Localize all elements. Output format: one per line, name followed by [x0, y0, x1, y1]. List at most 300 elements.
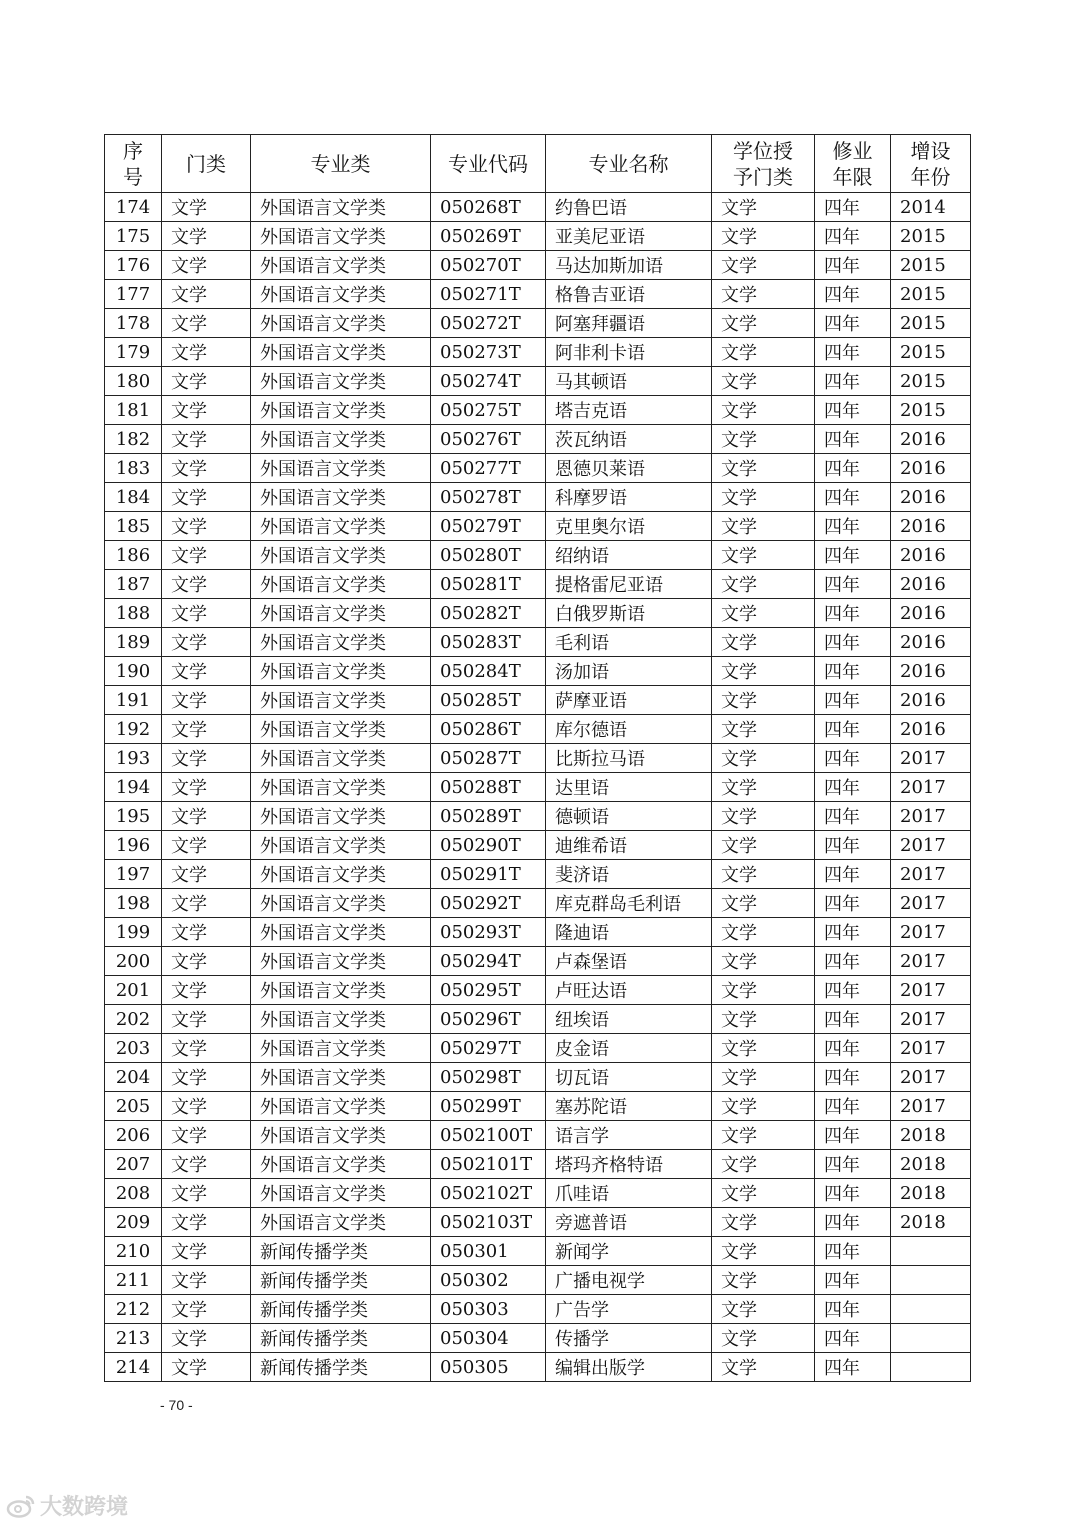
cell-duration: 四年 — [815, 483, 891, 512]
cell-duration: 四年 — [815, 454, 891, 483]
table-row — [105, 512, 971, 541]
header-seq: 序 号 — [105, 135, 162, 193]
table-row — [105, 483, 971, 512]
cell-seq: 188 — [105, 599, 162, 628]
cell-degree-category: 文学 — [712, 599, 815, 628]
cell-degree-category: 文学 — [712, 1266, 815, 1295]
cell-category: 文学 — [162, 744, 251, 773]
table-row — [105, 686, 971, 715]
cell-category: 文学 — [162, 686, 251, 715]
cell-discipline: 外国语言文学类 — [251, 1092, 431, 1121]
cell-discipline: 外国语言文学类 — [251, 454, 431, 483]
cell-category: 文学 — [162, 1063, 251, 1092]
table-row — [105, 1353, 971, 1382]
cell-category: 文学 — [162, 425, 251, 454]
cell-degree-category: 文学 — [712, 193, 815, 222]
cell-discipline: 外国语言文学类 — [251, 251, 431, 280]
cell-major-name: 阿非利卡语 — [546, 338, 712, 367]
cell-major-name: 传播学 — [546, 1324, 712, 1353]
cell-degree-category: 文学 — [712, 309, 815, 338]
cell-major-name: 白俄罗斯语 — [546, 599, 712, 628]
cell-seq: 179 — [105, 338, 162, 367]
cell-year-added: 2017 — [891, 889, 971, 918]
cell-category: 文学 — [162, 1324, 251, 1353]
cell-major-name: 马其顿语 — [546, 367, 712, 396]
cell-seq: 193 — [105, 744, 162, 773]
cell-degree-category: 文学 — [712, 773, 815, 802]
cell-category: 文学 — [162, 1353, 251, 1382]
cell-seq: 213 — [105, 1324, 162, 1353]
cell-duration: 四年 — [815, 1121, 891, 1150]
cell-major-name: 马达加斯加语 — [546, 251, 712, 280]
cell-seq: 178 — [105, 309, 162, 338]
header-code: 专业代码 — [431, 135, 546, 193]
cell-year-added: 2018 — [891, 1179, 971, 1208]
cell-duration: 四年 — [815, 1237, 891, 1266]
cell-code: 050280T — [431, 541, 546, 570]
cell-major-name: 比斯拉马语 — [546, 744, 712, 773]
cell-code: 0502100T — [431, 1121, 546, 1150]
cell-major-name: 克里奥尔语 — [546, 512, 712, 541]
cell-code: 050290T — [431, 831, 546, 860]
cell-discipline: 外国语言文学类 — [251, 193, 431, 222]
cell-seq: 197 — [105, 860, 162, 889]
cell-discipline: 外国语言文学类 — [251, 367, 431, 396]
cell-duration: 四年 — [815, 889, 891, 918]
cell-year-added: 2016 — [891, 483, 971, 512]
table-row — [105, 860, 971, 889]
header-duration: 修业 年限 — [815, 135, 891, 193]
cell-code: 050305 — [431, 1353, 546, 1382]
cell-code: 050278T — [431, 483, 546, 512]
cell-seq: 186 — [105, 541, 162, 570]
cell-duration: 四年 — [815, 1092, 891, 1121]
cell-category: 文学 — [162, 193, 251, 222]
cell-code: 050299T — [431, 1092, 546, 1121]
cell-code: 050272T — [431, 309, 546, 338]
cell-major-name: 卢森堡语 — [546, 947, 712, 976]
cell-year-added: 2017 — [891, 1034, 971, 1063]
cell-discipline: 新闻传播学类 — [251, 1324, 431, 1353]
cell-discipline: 外国语言文学类 — [251, 744, 431, 773]
cell-duration: 四年 — [815, 1063, 891, 1092]
cell-degree-category: 文学 — [712, 889, 815, 918]
cell-duration: 四年 — [815, 715, 891, 744]
cell-seq: 174 — [105, 193, 162, 222]
cell-code: 0502103T — [431, 1208, 546, 1237]
cell-seq: 175 — [105, 222, 162, 251]
cell-code: 050273T — [431, 338, 546, 367]
table-row — [105, 1150, 971, 1179]
cell-year-added: 2017 — [891, 831, 971, 860]
cell-seq: 185 — [105, 512, 162, 541]
cell-discipline: 外国语言文学类 — [251, 802, 431, 831]
cell-discipline: 外国语言文学类 — [251, 1208, 431, 1237]
cell-year-added: 2016 — [891, 657, 971, 686]
cell-code: 0502101T — [431, 1150, 546, 1179]
table-row — [105, 338, 971, 367]
cell-duration: 四年 — [815, 860, 891, 889]
cell-category: 文学 — [162, 1092, 251, 1121]
document-page — [104, 134, 970, 1382]
table-row — [105, 831, 971, 860]
cell-category: 文学 — [162, 280, 251, 309]
cell-discipline: 外国语言文学类 — [251, 1121, 431, 1150]
cell-category: 文学 — [162, 1266, 251, 1295]
cell-major-name: 斐济语 — [546, 860, 712, 889]
cell-discipline: 外国语言文学类 — [251, 773, 431, 802]
cell-year-added: 2016 — [891, 599, 971, 628]
cell-year-added — [891, 1353, 971, 1382]
cell-code: 050293T — [431, 918, 546, 947]
cell-category: 文学 — [162, 1150, 251, 1179]
cell-code: 050282T — [431, 599, 546, 628]
table-row — [105, 1005, 971, 1034]
cell-category: 文学 — [162, 657, 251, 686]
cell-year-added: 2016 — [891, 454, 971, 483]
table-row — [105, 1266, 971, 1295]
cell-category: 文学 — [162, 1034, 251, 1063]
table-row — [105, 1237, 971, 1266]
cell-category: 文学 — [162, 251, 251, 280]
cell-major-name: 毛利语 — [546, 628, 712, 657]
cell-degree-category: 文学 — [712, 1063, 815, 1092]
cell-discipline: 外国语言文学类 — [251, 686, 431, 715]
cell-major-name: 亚美尼亚语 — [546, 222, 712, 251]
cell-category: 文学 — [162, 1295, 251, 1324]
cell-degree-category: 文学 — [712, 744, 815, 773]
cell-major-name: 广播电视学 — [546, 1266, 712, 1295]
cell-seq: 196 — [105, 831, 162, 860]
table-row — [105, 1295, 971, 1324]
cell-major-name: 汤加语 — [546, 657, 712, 686]
cell-category: 文学 — [162, 1179, 251, 1208]
cell-major-name: 新闻学 — [546, 1237, 712, 1266]
cell-seq: 204 — [105, 1063, 162, 1092]
cell-code: 050269T — [431, 222, 546, 251]
cell-code: 050288T — [431, 773, 546, 802]
cell-degree-category: 文学 — [712, 1034, 815, 1063]
watermark — [6, 1490, 128, 1521]
cell-major-name: 茨瓦纳语 — [546, 425, 712, 454]
cell-year-added: 2017 — [891, 1005, 971, 1034]
cell-year-added: 2015 — [891, 338, 971, 367]
cell-year-added: 2015 — [891, 396, 971, 425]
table-row — [105, 1179, 971, 1208]
cell-discipline: 外国语言文学类 — [251, 541, 431, 570]
cell-degree-category: 文学 — [712, 1005, 815, 1034]
cell-duration: 四年 — [815, 599, 891, 628]
cell-major-name: 广告学 — [546, 1295, 712, 1324]
cell-category: 文学 — [162, 889, 251, 918]
cell-duration: 四年 — [815, 1034, 891, 1063]
cell-major-name: 卢旺达语 — [546, 976, 712, 1005]
cell-seq: 192 — [105, 715, 162, 744]
cell-category: 文学 — [162, 454, 251, 483]
cell-degree-category: 文学 — [712, 483, 815, 512]
table-row — [105, 1092, 971, 1121]
cell-duration: 四年 — [815, 773, 891, 802]
cell-year-added: 2016 — [891, 425, 971, 454]
table-row — [105, 367, 971, 396]
cell-degree-category: 文学 — [712, 1150, 815, 1179]
cell-code: 050271T — [431, 280, 546, 309]
cell-degree-category: 文学 — [712, 222, 815, 251]
cell-degree-category: 文学 — [712, 1092, 815, 1121]
cell-degree-category: 文学 — [712, 918, 815, 947]
cell-category: 文学 — [162, 570, 251, 599]
cell-degree-category: 文学 — [712, 367, 815, 396]
cell-seq: 201 — [105, 976, 162, 1005]
cell-discipline: 外国语言文学类 — [251, 976, 431, 1005]
cell-category: 文学 — [162, 1237, 251, 1266]
table-row — [105, 599, 971, 628]
cell-year-added: 2017 — [891, 744, 971, 773]
cell-duration: 四年 — [815, 628, 891, 657]
cell-discipline: 外国语言文学类 — [251, 425, 431, 454]
cell-code: 050291T — [431, 860, 546, 889]
cell-discipline: 外国语言文学类 — [251, 628, 431, 657]
cell-year-added: 2015 — [891, 251, 971, 280]
cell-duration: 四年 — [815, 1266, 891, 1295]
cell-duration: 四年 — [815, 976, 891, 1005]
cell-code: 050268T — [431, 193, 546, 222]
cell-major-name: 萨摩亚语 — [546, 686, 712, 715]
cell-year-added: 2015 — [891, 309, 971, 338]
cell-code: 050287T — [431, 744, 546, 773]
cell-year-added — [891, 1266, 971, 1295]
cell-major-name: 语言学 — [546, 1121, 712, 1150]
table-row — [105, 541, 971, 570]
table-row — [105, 570, 971, 599]
cell-major-name: 库尔德语 — [546, 715, 712, 744]
cell-degree-category: 文学 — [712, 251, 815, 280]
table-row — [105, 1034, 971, 1063]
cell-category: 文学 — [162, 628, 251, 657]
cell-degree-category: 文学 — [712, 628, 815, 657]
cell-degree-category: 文学 — [712, 686, 815, 715]
table-body — [105, 193, 971, 1382]
cell-duration: 四年 — [815, 802, 891, 831]
table-row — [105, 947, 971, 976]
cell-seq: 209 — [105, 1208, 162, 1237]
cell-duration: 四年 — [815, 396, 891, 425]
cell-code: 050276T — [431, 425, 546, 454]
cell-seq: 194 — [105, 773, 162, 802]
cell-duration: 四年 — [815, 657, 891, 686]
cell-seq: 212 — [105, 1295, 162, 1324]
cell-degree-category: 文学 — [712, 657, 815, 686]
cell-degree-category: 文学 — [712, 512, 815, 541]
table-header-row — [105, 135, 971, 193]
cell-duration: 四年 — [815, 1208, 891, 1237]
cell-seq: 190 — [105, 657, 162, 686]
cell-discipline: 新闻传播学类 — [251, 1266, 431, 1295]
cell-discipline: 外国语言文学类 — [251, 512, 431, 541]
cell-year-added — [891, 1237, 971, 1266]
cell-major-name: 塔玛齐格特语 — [546, 1150, 712, 1179]
cell-degree-category: 文学 — [712, 715, 815, 744]
header-degree-category: 学位授 予门类 — [712, 135, 815, 193]
cell-code: 050286T — [431, 715, 546, 744]
cell-code: 050279T — [431, 512, 546, 541]
cell-degree-category: 文学 — [712, 338, 815, 367]
table-row — [105, 454, 971, 483]
cell-seq: 214 — [105, 1353, 162, 1382]
cell-category: 文学 — [162, 367, 251, 396]
cell-code: 050297T — [431, 1034, 546, 1063]
cell-duration: 四年 — [815, 1324, 891, 1353]
table-row — [105, 715, 971, 744]
cell-year-added — [891, 1295, 971, 1324]
cell-degree-category: 文学 — [712, 1295, 815, 1324]
cell-category: 文学 — [162, 512, 251, 541]
cell-seq: 202 — [105, 1005, 162, 1034]
majors-table — [104, 134, 971, 1382]
cell-degree-category: 文学 — [712, 976, 815, 1005]
cell-year-added: 2018 — [891, 1208, 971, 1237]
cell-category: 文学 — [162, 309, 251, 338]
cell-degree-category: 文学 — [712, 1208, 815, 1237]
cell-discipline: 外国语言文学类 — [251, 889, 431, 918]
cell-seq: 183 — [105, 454, 162, 483]
cell-seq: 191 — [105, 686, 162, 715]
cell-year-added: 2016 — [891, 715, 971, 744]
cell-degree-category: 文学 — [712, 454, 815, 483]
cell-code: 050277T — [431, 454, 546, 483]
cell-discipline: 外国语言文学类 — [251, 1179, 431, 1208]
cell-year-added: 2017 — [891, 918, 971, 947]
cell-seq: 198 — [105, 889, 162, 918]
cell-seq: 206 — [105, 1121, 162, 1150]
cell-major-name: 约鲁巴语 — [546, 193, 712, 222]
cell-discipline: 新闻传播学类 — [251, 1237, 431, 1266]
cell-major-name: 爪哇语 — [546, 1179, 712, 1208]
table-row — [105, 918, 971, 947]
cell-discipline: 外国语言文学类 — [251, 338, 431, 367]
cell-duration: 四年 — [815, 831, 891, 860]
cell-seq: 199 — [105, 918, 162, 947]
cell-duration: 四年 — [815, 570, 891, 599]
cell-major-name: 德顿语 — [546, 802, 712, 831]
cell-seq: 189 — [105, 628, 162, 657]
cell-duration: 四年 — [815, 193, 891, 222]
cell-year-added: 2016 — [891, 570, 971, 599]
cell-category: 文学 — [162, 1005, 251, 1034]
cell-discipline: 外国语言文学类 — [251, 483, 431, 512]
cell-duration: 四年 — [815, 425, 891, 454]
cell-major-name: 塞苏陀语 — [546, 1092, 712, 1121]
cell-category: 文学 — [162, 338, 251, 367]
table-row — [105, 889, 971, 918]
table-row — [105, 1121, 971, 1150]
cell-year-added: 2016 — [891, 628, 971, 657]
cell-year-added: 2016 — [891, 686, 971, 715]
cell-seq: 187 — [105, 570, 162, 599]
cell-seq: 176 — [105, 251, 162, 280]
cell-category: 文学 — [162, 541, 251, 570]
cell-degree-category: 文学 — [712, 541, 815, 570]
table-row — [105, 773, 971, 802]
cell-major-name: 绍纳语 — [546, 541, 712, 570]
cell-duration: 四年 — [815, 222, 891, 251]
cell-duration: 四年 — [815, 1179, 891, 1208]
cell-seq: 210 — [105, 1237, 162, 1266]
cell-degree-category: 文学 — [712, 1324, 815, 1353]
cell-category: 文学 — [162, 773, 251, 802]
header-category: 门类 — [162, 135, 251, 193]
cell-code: 050296T — [431, 1005, 546, 1034]
cell-duration: 四年 — [815, 367, 891, 396]
cell-year-added: 2018 — [891, 1150, 971, 1179]
cell-category: 文学 — [162, 1208, 251, 1237]
cell-discipline: 外国语言文学类 — [251, 280, 431, 309]
cell-year-added: 2015 — [891, 222, 971, 251]
cell-year-added: 2016 — [891, 541, 971, 570]
cell-discipline: 外国语言文学类 — [251, 599, 431, 628]
cell-seq: 208 — [105, 1179, 162, 1208]
cell-code: 0502102T — [431, 1179, 546, 1208]
cell-duration: 四年 — [815, 338, 891, 367]
cell-code: 050295T — [431, 976, 546, 1005]
cell-seq: 205 — [105, 1092, 162, 1121]
cell-duration: 四年 — [815, 1353, 891, 1382]
page-number: - 70 - — [160, 1397, 193, 1413]
cell-code: 050283T — [431, 628, 546, 657]
cell-seq: 195 — [105, 802, 162, 831]
cell-year-added: 2017 — [891, 976, 971, 1005]
cell-degree-category: 文学 — [712, 570, 815, 599]
cell-code: 050298T — [431, 1063, 546, 1092]
cell-discipline: 外国语言文学类 — [251, 396, 431, 425]
table-row — [105, 396, 971, 425]
cell-duration: 四年 — [815, 541, 891, 570]
cell-degree-category: 文学 — [712, 1237, 815, 1266]
cell-discipline: 新闻传播学类 — [251, 1295, 431, 1324]
cell-year-added: 2017 — [891, 1092, 971, 1121]
cell-category: 文学 — [162, 918, 251, 947]
cell-duration: 四年 — [815, 309, 891, 338]
table-row — [105, 744, 971, 773]
watermark-text: 大数跨境 — [40, 1495, 129, 1520]
cell-code: 050275T — [431, 396, 546, 425]
cell-major-name: 切瓦语 — [546, 1063, 712, 1092]
cell-discipline: 新闻传播学类 — [251, 1353, 431, 1382]
cell-category: 文学 — [162, 976, 251, 1005]
header-discipline: 专业类 — [251, 135, 431, 193]
table-row — [105, 802, 971, 831]
cell-code: 050284T — [431, 657, 546, 686]
cell-year-added: 2017 — [891, 860, 971, 889]
cell-seq: 203 — [105, 1034, 162, 1063]
cell-seq: 207 — [105, 1150, 162, 1179]
cell-degree-category: 文学 — [712, 1353, 815, 1382]
table-row — [105, 309, 971, 338]
cell-degree-category: 文学 — [712, 396, 815, 425]
cell-major-name: 达里语 — [546, 773, 712, 802]
cell-year-added: 2018 — [891, 1121, 971, 1150]
cell-seq: 182 — [105, 425, 162, 454]
cell-major-name: 阿塞拜疆语 — [546, 309, 712, 338]
cell-code: 050285T — [431, 686, 546, 715]
cell-category: 文学 — [162, 483, 251, 512]
cell-duration: 四年 — [815, 1005, 891, 1034]
cell-discipline: 外国语言文学类 — [251, 222, 431, 251]
cell-seq: 184 — [105, 483, 162, 512]
table-row — [105, 1208, 971, 1237]
cell-code: 050281T — [431, 570, 546, 599]
cell-year-added: 2014 — [891, 193, 971, 222]
